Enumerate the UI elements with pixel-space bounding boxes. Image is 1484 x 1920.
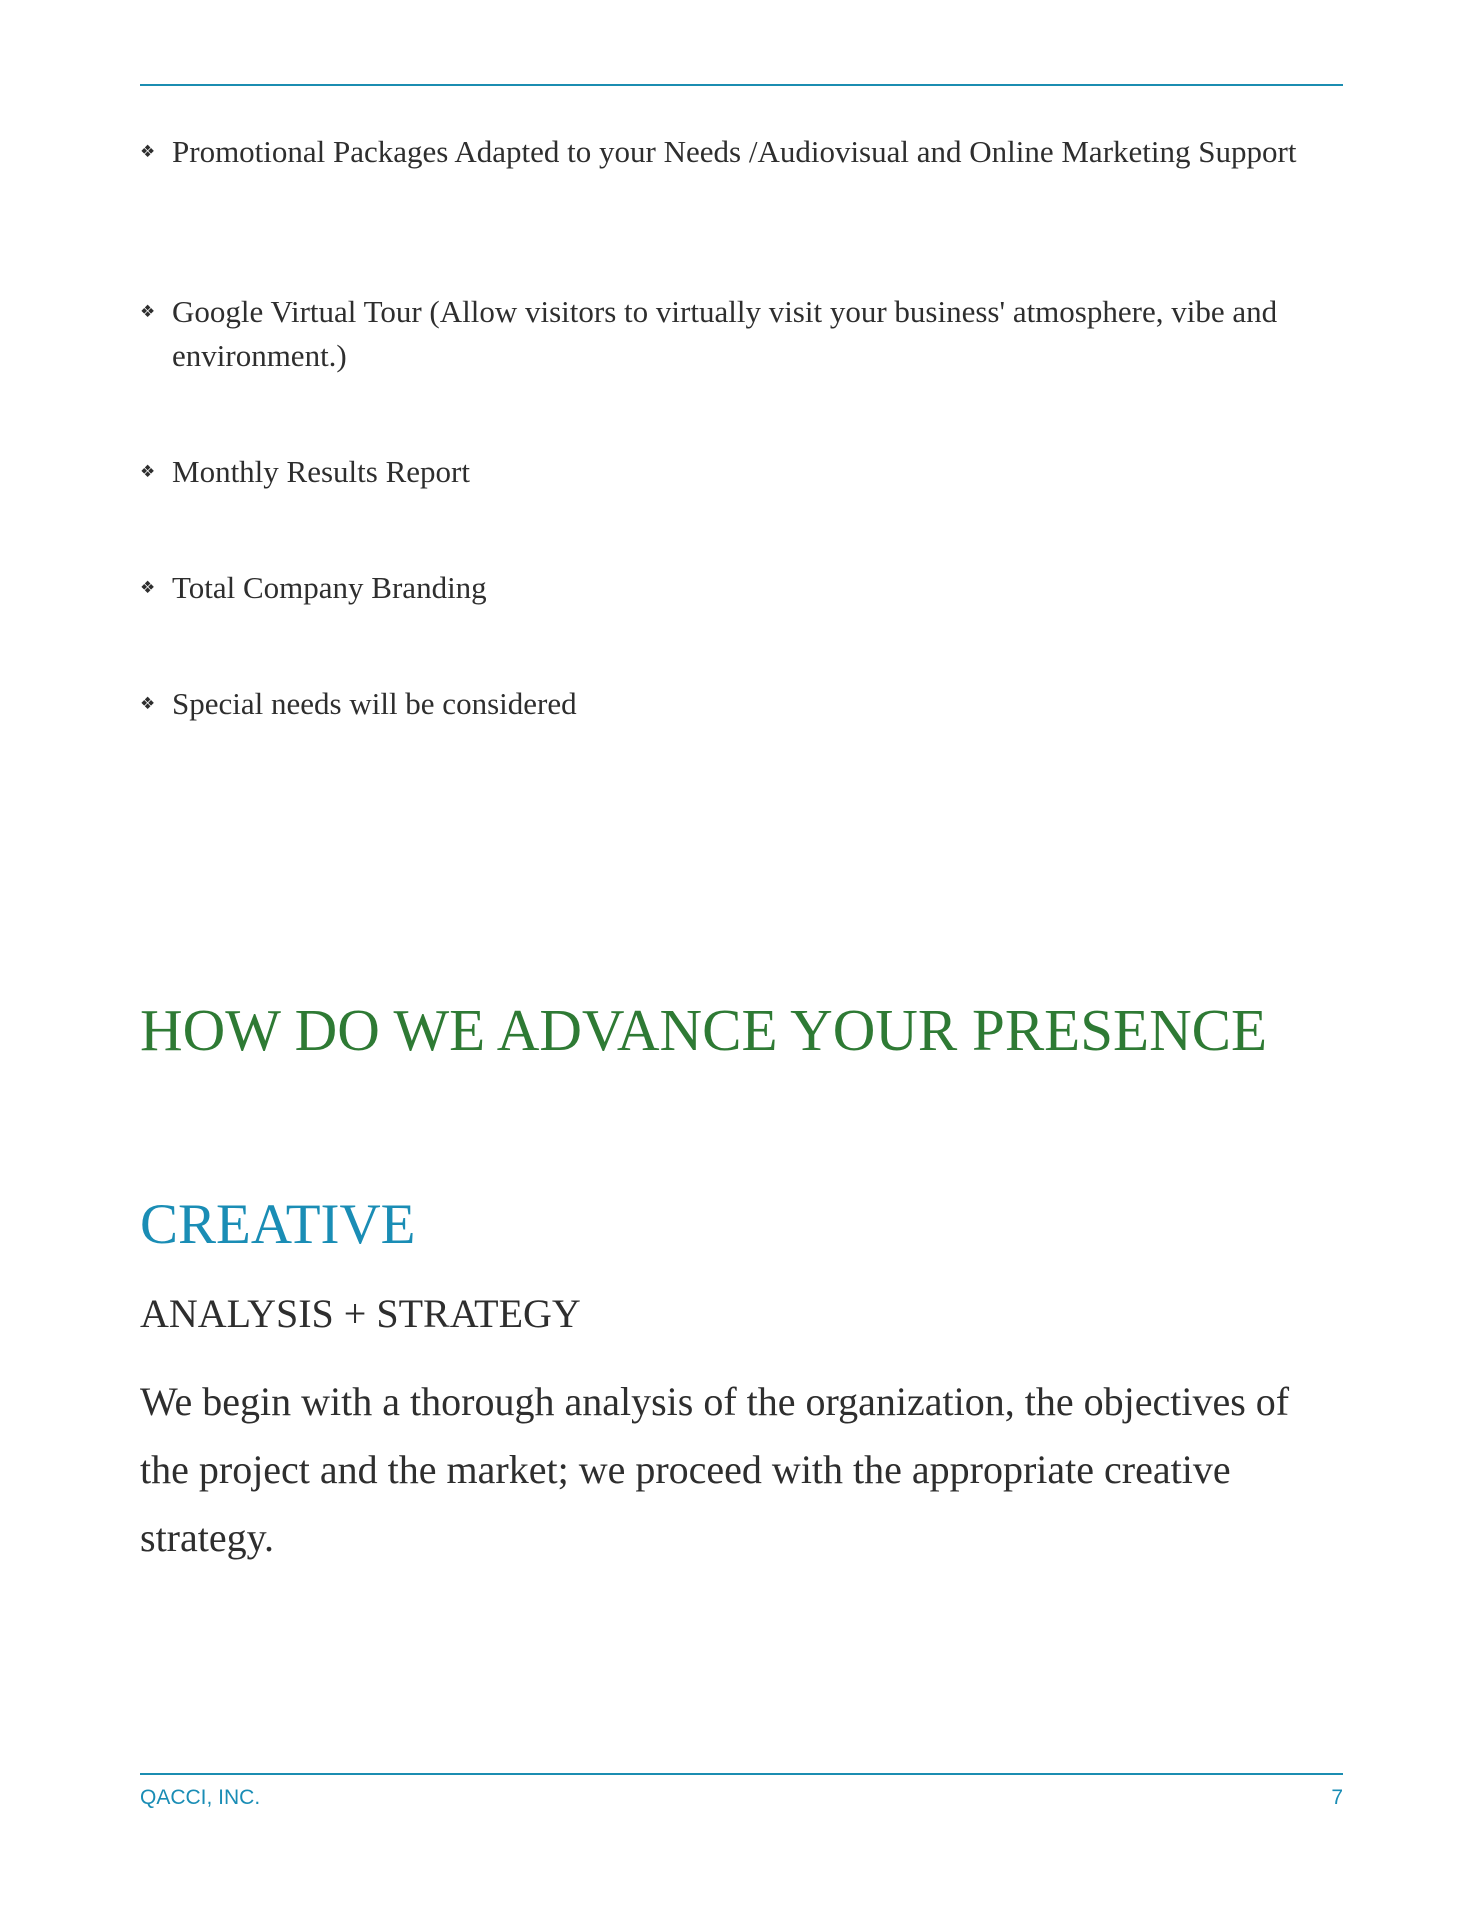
list-item <box>140 682 1350 726</box>
page-number: 7 <box>1331 1786 1343 1809</box>
footer-company-name: QACCI, INC. <box>140 1786 261 1809</box>
bullet-text: Total Company Branding <box>172 570 487 605</box>
body-paragraph: We begin with a thorough analysis of the organization, the objectives of the project and the market; we proceed with the appropriate creative strategy. <box>140 1379 1290 1560</box>
diamond-bullet-icon: ❖ <box>140 302 156 322</box>
diamond-bullet-icon: ❖ <box>140 694 156 714</box>
diamond-bullet-icon: ❖ <box>140 578 156 598</box>
bullet-text: Google Virtual Tour (Allow visitors to virtually visit your business' atmosphere, vibe and environment.) <box>172 294 1278 373</box>
header-divider <box>140 84 1343 86</box>
bullet-text: Promotional Packages Adapted to your Needs /Audiovisual and Online Marketing Support <box>172 134 1297 169</box>
bullet-text: Monthly Results Report <box>172 454 470 489</box>
list-item <box>140 130 1350 174</box>
list-item <box>140 450 1350 494</box>
list-item <box>140 566 1350 610</box>
list-item <box>140 290 1350 378</box>
section-heading: HOW DO WE ADVANCE YOUR PRESENCE <box>140 997 1268 1063</box>
diamond-bullet-icon: ❖ <box>140 462 156 482</box>
diamond-bullet-icon: ❖ <box>140 142 156 162</box>
bullet-text: Special needs will be considered <box>172 686 577 721</box>
footer-divider <box>140 1773 1343 1775</box>
subsection-heading: CREATIVE <box>140 1193 416 1256</box>
subsection-label: ANALYSIS + STRATEGY <box>140 1291 581 1336</box>
